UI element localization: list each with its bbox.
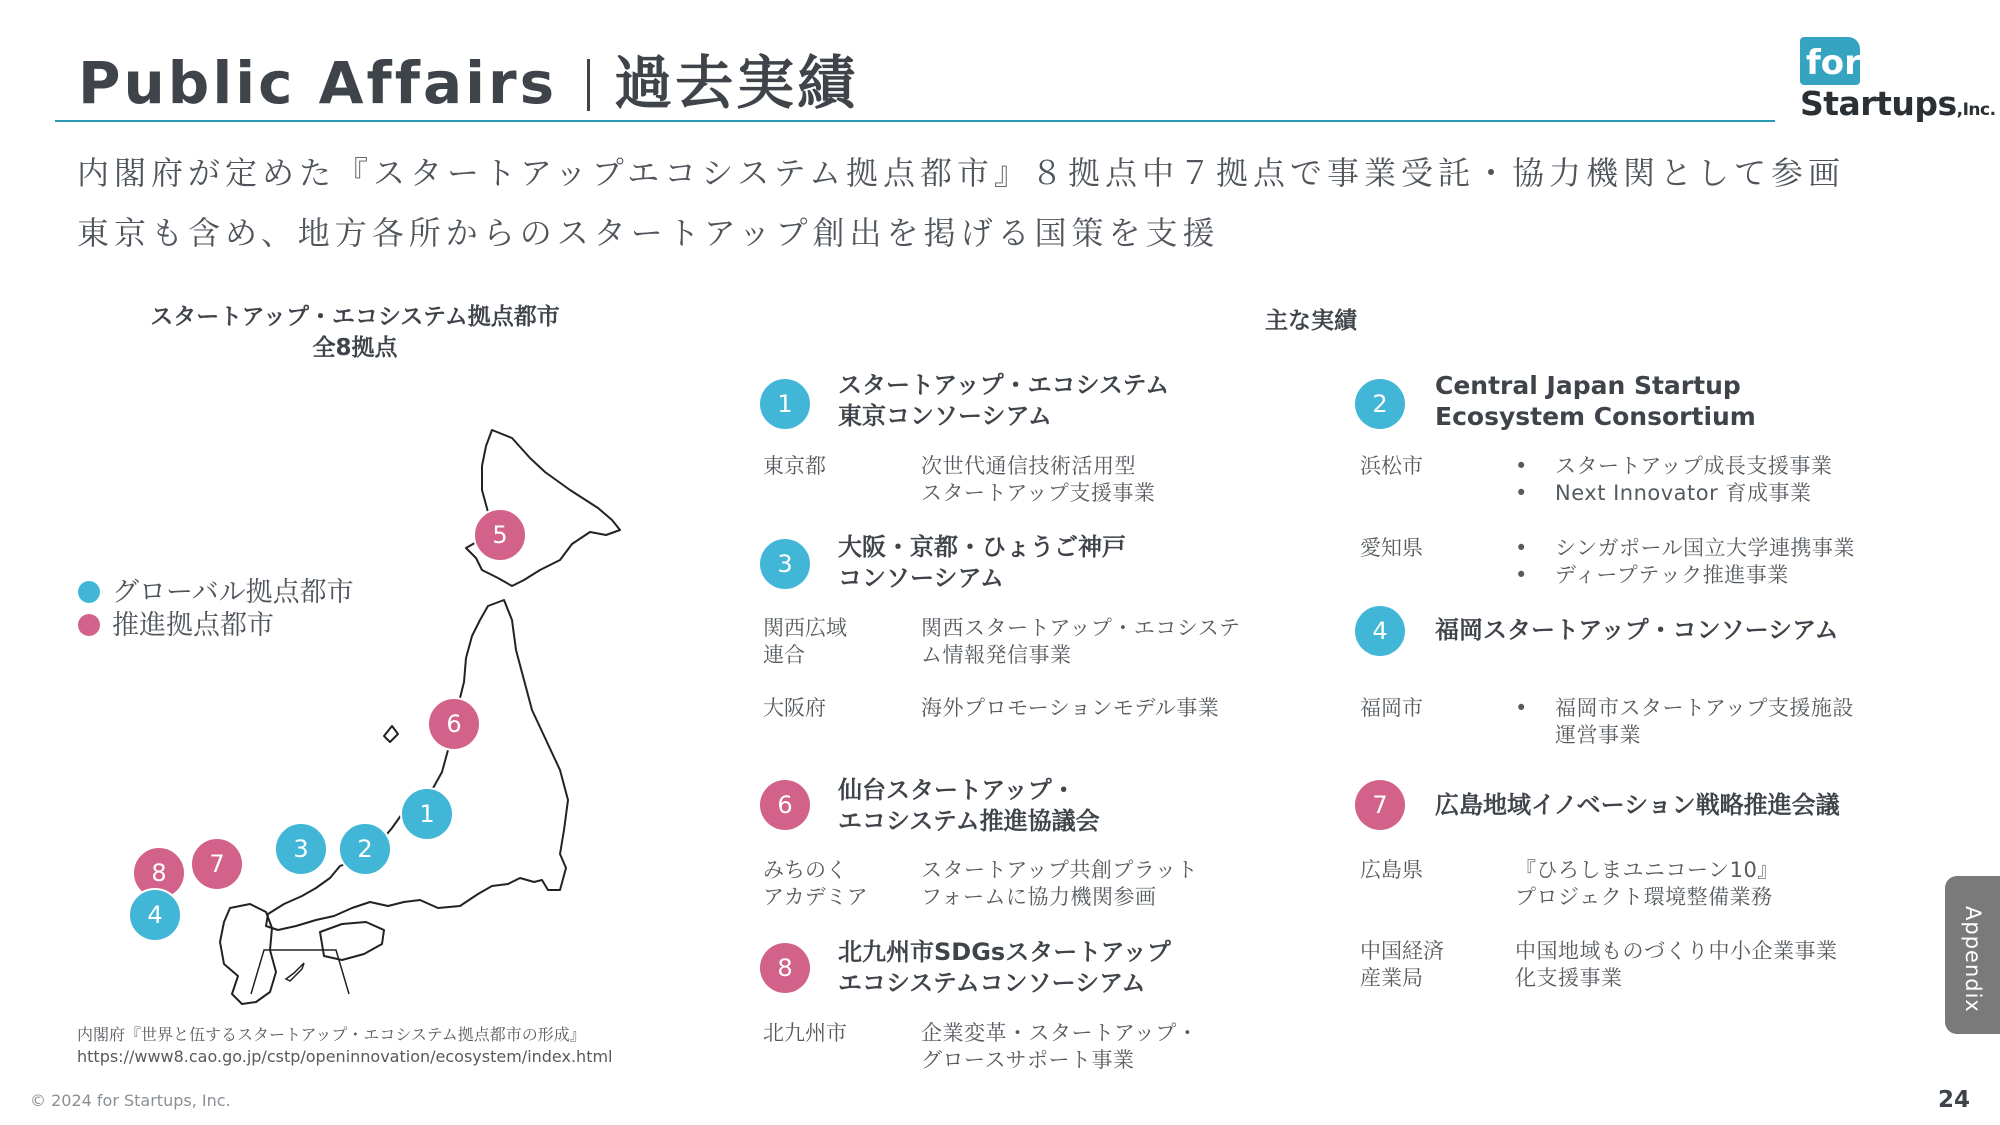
- entry-2-project-1a: • スタートアップ成長支援事業: [1515, 453, 1832, 480]
- copyright: © 2024 for Startups, Inc.: [30, 1091, 231, 1110]
- entry-7-project-2-line-2: 化支援事業: [1515, 966, 1623, 990]
- entry-3-project-2: 海外プロモーションモデル事業: [921, 696, 1220, 720]
- entry-7-org-1: 広島県: [1360, 858, 1423, 882]
- map-marker-6: 6: [427, 697, 481, 751]
- badge-2: 2: [1355, 379, 1405, 429]
- title-separator: [587, 59, 590, 111]
- entry-2-org-2: 愛知県: [1360, 536, 1423, 560]
- logo-name: Startups: [1800, 84, 1957, 123]
- entry-3-project-1-line-2: ム情報発信事業: [921, 643, 1072, 667]
- entry-1-name-line-1: スタートアップ・エコシステム: [838, 371, 1170, 399]
- entry-7-org-2: [1360, 938, 1444, 992]
- map-marker-7: 7: [190, 837, 244, 891]
- title-en: Public Affairs: [78, 49, 558, 117]
- entry-3-org-1-line-1: 関西広域: [763, 616, 847, 640]
- badge-4: 4: [1355, 606, 1405, 656]
- appendix-tab[interactable]: [1945, 876, 2000, 1034]
- badge-3: 3: [760, 539, 810, 589]
- map-title: [120, 302, 590, 364]
- legend-global-label: グローバル拠点都市: [112, 577, 354, 608]
- map-marker-8: 8: [132, 846, 186, 900]
- entry-3-name: [838, 532, 1126, 594]
- page-number: 24: [1938, 1087, 1971, 1113]
- entry-4-projects: [1515, 695, 1854, 749]
- entry-3-org-2: 大阪府: [763, 696, 826, 720]
- entry-6-org-line-1: みちのく: [763, 858, 847, 882]
- page-title: [78, 36, 858, 120]
- entry-2-project-2a: • シンガポール国立大学連携事業: [1515, 535, 1855, 562]
- entry-8-org: 北九州市: [763, 1021, 847, 1045]
- entry-1-project-line-1: 次世代通信技術活用型: [921, 454, 1136, 478]
- entry-2-project-2b: • ディープテック推進事業: [1515, 562, 1855, 589]
- entry-2-name: [1435, 370, 1756, 432]
- map-marker-1: 1: [400, 787, 454, 841]
- entry-1-project-line-2: スタートアップ支援事業: [921, 481, 1156, 505]
- achievements-title: 主な実績: [1265, 308, 1357, 334]
- company-logo-text: [1800, 84, 1996, 123]
- entry-6-name-line-1: 仙台スタートアップ・: [838, 776, 1076, 804]
- entry-2-project-1b: • Next Innovator 育成事業: [1515, 480, 1832, 507]
- japan-map: [120, 420, 640, 1010]
- map-marker-3: 3: [274, 822, 328, 876]
- company-logo-mark: for: [1800, 37, 1860, 85]
- entry-8-name: [838, 937, 1171, 999]
- title-rule: [55, 120, 1775, 122]
- legend-promo-label: 推進拠点都市: [112, 610, 274, 641]
- entry-3-org-1-line-2: 連合: [763, 643, 805, 667]
- badge-7: 7: [1355, 780, 1405, 830]
- honshu-outline: [266, 600, 568, 930]
- entry-7-project-2-line-1: 中国地域ものづくり中小企業事業: [1515, 939, 1838, 963]
- map-marker-4: 4: [128, 888, 182, 942]
- lead-line-2: 東京も含め、地方各所からのスタートアップ創出を掲げる国策を支援: [77, 214, 1220, 252]
- entry-1-name-line-2: 東京コンソーシアム: [838, 402, 1052, 430]
- badge-6: 6: [760, 780, 810, 830]
- entry-6-project-line-1: スタートアップ共創プラット: [921, 858, 1198, 882]
- entry-7-project-1: [1515, 857, 1779, 911]
- badge-1: 1: [760, 379, 810, 429]
- entry-8-name-line-1: 北九州市SDGsスタートアップ: [838, 938, 1171, 966]
- entry-6-org: [763, 857, 868, 911]
- entry-6-org-line-2: アカデミア: [763, 885, 868, 909]
- entry-4-project-line-2: 運営事業: [1555, 723, 1641, 747]
- entry-4-org: 福岡市: [1360, 696, 1423, 720]
- entry-3-project-1: [921, 615, 1240, 669]
- entry-2-name-line-1: Central Japan Startup: [1435, 371, 1741, 400]
- entry-6-project: [921, 857, 1198, 911]
- source-url: https://www8.cao.go.jp/cstp/openinnovation/ecosystem/index.html: [77, 1047, 613, 1066]
- map-title-line-2: 全8拠点: [312, 335, 398, 361]
- map-marker-5: 5: [473, 508, 527, 562]
- okinawa-island: [286, 963, 304, 981]
- source-line-1: 内閣府『世界と伍するスタートアップ・エコシステム拠点都市の形成』: [77, 1025, 586, 1044]
- entry-2-name-line-2: Ecosystem Consortium: [1435, 402, 1756, 431]
- map-source: [77, 1024, 613, 1068]
- entry-7-org-2-line-1: 中国経済: [1360, 939, 1444, 963]
- sado-outline: [384, 726, 398, 742]
- title-jp: 過去実績: [614, 49, 859, 117]
- badge-8: 8: [760, 943, 810, 993]
- lead-line-1: 内閣府が定めた『スタートアップエコシステム拠点都市』８拠点中７拠点で事業受託・協力機関として参画: [77, 154, 1846, 192]
- entry-2-projects-2: [1515, 535, 1855, 589]
- entry-7-org-2-line-2: 産業局: [1360, 966, 1423, 990]
- entry-2-projects-1: [1515, 453, 1832, 507]
- entry-8-project: [921, 1020, 1198, 1074]
- entry-7-name: 広島地域イノベーション戦略推進会議: [1435, 791, 1840, 819]
- okinawa-inset: [250, 949, 350, 995]
- entry-1-name: [838, 370, 1169, 432]
- entry-4-name: 福岡スタートアップ・コンソーシアム: [1435, 616, 1839, 644]
- logo-suffix: ,Inc.: [1956, 100, 1996, 120]
- entry-8-project-line-2: グロースサポート事業: [921, 1048, 1135, 1072]
- legend-global-dot: [78, 581, 100, 603]
- entry-8-name-line-2: エコシステムコンソーシアム: [838, 969, 1146, 997]
- entry-4-project: [1515, 695, 1854, 749]
- entry-1-org: 東京都: [763, 454, 826, 478]
- entry-3-name-line-2: コンソーシアム: [838, 564, 1004, 592]
- map-title-line-1: スタートアップ・エコシステム拠点都市: [150, 304, 560, 330]
- entry-6-name: [838, 775, 1100, 837]
- entry-3-name-line-1: 大阪・京都・ひょうご神戸: [838, 533, 1126, 561]
- entry-7-project-2: [1515, 938, 1838, 992]
- entry-6-project-line-2: フォームに協力機関参画: [921, 885, 1157, 909]
- entry-7-project-1-line-1: 『ひろしまユニコーン10』: [1515, 858, 1779, 882]
- map-marker-2: 2: [338, 822, 392, 876]
- entry-1-project: [921, 453, 1155, 507]
- appendix-tab-label: Appendix: [1961, 906, 1985, 1013]
- entry-6-name-line-2: エコシステム推進協議会: [838, 807, 1100, 835]
- entry-2-org-1: 浜松市: [1360, 454, 1423, 478]
- entry-3-project-1-line-1: 関西スタートアップ・エコシステ: [921, 616, 1241, 640]
- entry-8-project-line-1: 企業変革・スタートアップ・: [921, 1021, 1199, 1045]
- entry-7-project-1-line-2: プロジェクト環境整備業務: [1515, 885, 1773, 909]
- hokkaido-outline: [466, 430, 620, 586]
- entry-3-org-1: [763, 615, 847, 669]
- legend-promo-dot: [78, 614, 100, 636]
- entry-4-project-line-1: • 福岡市スタートアップ支援施設: [1555, 696, 1854, 720]
